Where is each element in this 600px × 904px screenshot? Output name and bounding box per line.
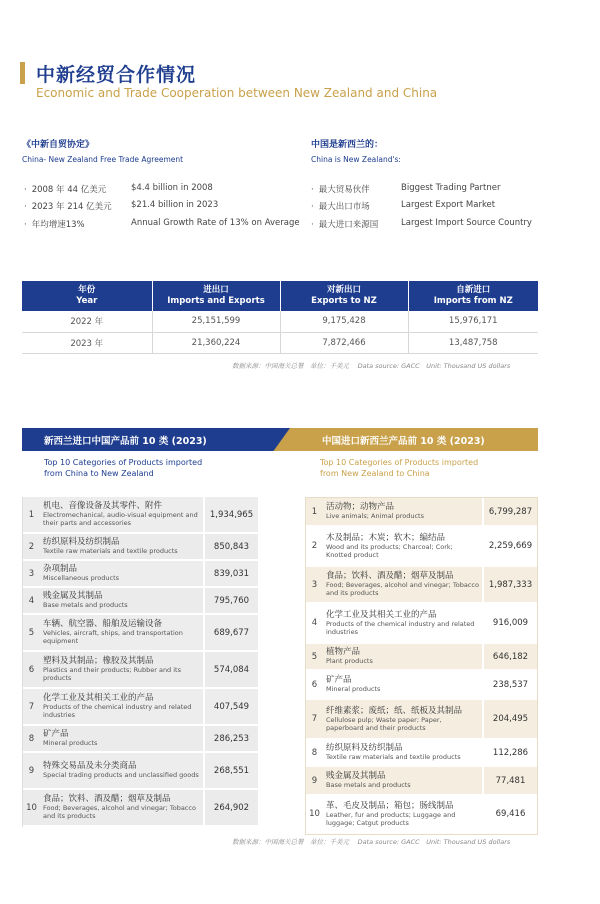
category-en: Mineral products <box>43 739 98 748</box>
category-en: Food; Beverages, alcohol and vinegar; Tobacco and its products <box>43 804 196 821</box>
list-item <box>306 671 537 700</box>
category-value: 916,009 <box>482 604 537 642</box>
category-en: Textile raw materials and textile products <box>43 547 178 556</box>
rank-number: 1 <box>311 506 318 517</box>
category-name <box>40 615 203 650</box>
category-en: Textile raw materials and textile products <box>326 753 461 762</box>
category-cn: 特殊交易品及未分类商品 <box>43 761 137 771</box>
list-item <box>23 652 258 689</box>
table-row <box>22 332 538 353</box>
category-cn: 纤维素浆；废纸；纸、纸板及其制品 <box>326 705 463 716</box>
category-en: Food; Beverages, alcohol and vinegar; Tobacco and its products <box>326 581 479 598</box>
category-en: Electromechanical, audio-visual equipment and their parts and accessories <box>43 511 198 528</box>
category-value: 204,495 <box>482 700 537 738</box>
category-en: Special trading products and unclassified goods <box>43 771 199 780</box>
category-name <box>40 588 203 613</box>
fta-title-en: China- New Zealand Free Trade Agreement <box>22 155 184 164</box>
left-product-list <box>22 497 258 827</box>
category-cn: 纺织原料及纺织制品 <box>43 537 120 547</box>
fta-heading <box>22 137 183 164</box>
list-item <box>23 726 258 753</box>
category-en: Plant products <box>326 657 373 666</box>
china-is-item: · 最大贸易伙伴 <box>311 185 370 195</box>
rank-number: 5 <box>311 651 318 662</box>
rank-number: 4 <box>28 595 35 606</box>
category-value: 795,760 <box>203 588 258 613</box>
fta-item: · 年均增速13% <box>24 220 85 230</box>
category-cn: 机电、音像设备及其零件、附件 <box>43 501 163 512</box>
col-header-imports-from-nz: 自新进口 Imports from NZ <box>408 281 538 311</box>
category-name <box>40 534 203 559</box>
right-product-list <box>305 497 538 835</box>
rank-number: 7 <box>23 689 40 724</box>
list-item <box>306 498 537 527</box>
category-cn: 食品；饮料、酒及醋；烟草及制品 <box>43 794 171 805</box>
category-cn: 木及制品；木炭；软木；编结品 <box>326 532 446 543</box>
rank-number: 3 <box>23 561 40 586</box>
table-cell: 9,175,428 <box>280 311 408 332</box>
list-item <box>23 534 258 561</box>
fta-item-en: $21.4 billion in 2023 <box>131 200 219 210</box>
rank-number: 4 <box>306 604 323 642</box>
category-name <box>40 689 203 724</box>
fta-item: · 2023 年 214 亿美元 <box>24 202 112 212</box>
fta-item: · 2008 年 44 亿美元 <box>24 185 107 195</box>
category-en: Base metals and products <box>326 781 411 790</box>
left-list-subtitle: Top 10 Categories of Products imported from China to New Zealand <box>44 458 203 478</box>
list-item <box>23 588 258 615</box>
rank-number: 3 <box>311 579 318 590</box>
china-is-item: · 最大出口市场 <box>311 202 370 212</box>
rank-number: 7 <box>311 714 318 724</box>
rank-number: 9 <box>311 775 318 786</box>
list-item <box>23 753 258 790</box>
category-name <box>323 644 482 669</box>
category-name <box>323 498 482 525</box>
category-name <box>323 671 482 698</box>
table-cell: 13,487,758 <box>408 332 538 353</box>
category-name <box>40 753 203 788</box>
category-name <box>40 497 203 532</box>
table-row <box>22 311 538 332</box>
page-subtitle: Economic and Trade Cooperation between New Zealand and China <box>36 86 438 100</box>
list-item <box>306 567 537 604</box>
category-en: Cellulose pulp; Waste paper; Paper, paperboard and their products <box>326 715 442 732</box>
category-name <box>323 527 482 565</box>
category-cn: 车辆、航空器、船舶及运输设备 <box>43 619 163 630</box>
page-title: 中新经贸合作情况 <box>36 64 197 86</box>
category-value: 2,259,669 <box>482 527 537 565</box>
category-value: 268,551 <box>203 753 258 788</box>
category-value: 6,799,287 <box>482 498 537 525</box>
rank-number: 9 <box>23 753 40 788</box>
category-cn: 植物产品 <box>326 647 361 657</box>
category-cn: 贱金属及其制品 <box>43 591 103 601</box>
category-value: 407,549 <box>203 689 258 724</box>
list-item <box>306 796 537 834</box>
category-en: Products of the chemical industry and related industries <box>43 703 192 720</box>
table-cell: 2022 年 <box>22 311 152 332</box>
col-header-exports-to-nz: 对新出口 Exports to NZ <box>280 281 408 311</box>
col-header-imports-exports: 进出口 Imports and Exports <box>152 281 280 311</box>
list-item <box>23 497 258 534</box>
col-header-year: 年份 Year <box>22 281 152 311</box>
category-value: 112,286 <box>482 740 537 765</box>
category-value: 574,084 <box>203 652 258 687</box>
category-name <box>40 726 203 751</box>
rank-number: 8 <box>306 740 323 765</box>
table-cell: 25,151,599 <box>152 311 280 332</box>
category-cn: 贱金属及其制品 <box>326 771 386 781</box>
category-en: Live animals; Animal products <box>326 512 424 521</box>
category-cn: 塑料及其制品；橡胶及其制品 <box>43 656 154 667</box>
china-is-title-en: China is New Zealand's: <box>311 155 401 164</box>
category-value: 69,416 <box>482 796 537 832</box>
category-en: Leather, fur and products; Luggage and luggage; Catgut products <box>326 810 456 827</box>
list-item <box>23 561 258 588</box>
category-en: Vehicles, aircraft, ships, and transportation equipment <box>43 629 183 646</box>
rank-number: 10 <box>26 802 37 813</box>
category-value: 77,481 <box>482 767 537 794</box>
category-name <box>40 652 203 687</box>
category-value: 689,677 <box>203 615 258 650</box>
list-item <box>306 527 537 567</box>
table-cell: 15,976,171 <box>408 311 538 332</box>
trade-table <box>22 281 538 354</box>
table-cell: 21,360,224 <box>152 332 280 353</box>
category-name <box>40 790 203 825</box>
category-value: 1,987,333 <box>482 567 537 602</box>
china-is-item-en: Largest Import Source Country <box>401 218 532 228</box>
list-item <box>306 767 537 796</box>
china-is-item: · 最大进口来源国 <box>311 220 379 230</box>
category-name <box>323 567 482 602</box>
category-name <box>323 700 482 738</box>
rank-number: 1 <box>23 497 40 532</box>
rank-number: 8 <box>28 733 35 744</box>
source-note-bottom: 数据来源：中国海关总署 单位：千美元 Data source: GACC Unit: Thousand US dollars <box>232 838 511 846</box>
rank-number: 6 <box>306 671 323 698</box>
fta-title-cn: 《中新自贸协定》 <box>22 140 95 150</box>
category-cn: 纺织原料及纺织制品 <box>326 743 403 753</box>
category-cn: 矿产品 <box>43 729 69 739</box>
category-en: Wood and its products; Charcoal; Cork; Knotted product <box>326 542 453 559</box>
category-name <box>323 740 482 765</box>
category-name <box>40 561 203 586</box>
category-cn: 食品；饮料、酒及醋；烟草及制品 <box>326 571 454 582</box>
list-item <box>23 689 258 726</box>
category-name <box>323 604 482 642</box>
category-value: 850,843 <box>203 534 258 559</box>
list-item <box>23 790 258 827</box>
category-value: 286,253 <box>203 726 258 751</box>
china-is-item-en: Largest Export Market <box>401 200 496 210</box>
category-cn: 活动物；动物产品 <box>326 502 395 512</box>
source-note: 数据来源：中国海关总署 单位：千美元 Data source: GACC Unit: Thousand US dollars <box>232 362 511 370</box>
list-item <box>306 644 537 671</box>
rank-number: 2 <box>306 527 323 565</box>
rank-number: 2 <box>28 541 35 552</box>
category-value: 1,934,965 <box>203 497 258 532</box>
category-value: 238,537 <box>482 671 537 698</box>
category-cn: 革、毛皮及制品；箱包；肠线制品 <box>326 800 454 811</box>
fta-item-en: Annual Growth Rate of 13% on Average <box>131 218 300 228</box>
category-en: Plastics and their products; Rubber and its products <box>43 666 181 683</box>
category-name <box>323 796 482 832</box>
category-name <box>323 767 482 794</box>
category-en: Products of the chemical industry and related industries <box>326 619 475 636</box>
right-band-title: 中国进口新西兰产品前 10 类 (2023) <box>322 436 485 447</box>
rank-number: 6 <box>28 664 35 675</box>
list-item <box>23 615 258 652</box>
title-accent-bar <box>20 62 25 84</box>
table-cell: 2023 年 <box>22 332 152 353</box>
category-cn: 化学工业及其相关工业的产品 <box>326 609 437 620</box>
category-cn: 杂项制品 <box>43 564 78 574</box>
category-en: Miscellaneous products <box>43 574 120 583</box>
category-value: 646,182 <box>482 644 537 669</box>
list-item <box>306 740 537 767</box>
china-is-heading <box>311 137 401 164</box>
category-value: 264,902 <box>203 790 258 825</box>
category-en: Base metals and products <box>43 601 128 610</box>
right-list-subtitle: Top 10 Categories of Products imported from New Zealand to China <box>320 458 479 478</box>
category-cn: 矿产品 <box>326 675 352 685</box>
list-item <box>306 700 537 740</box>
table-cell: 7,872,466 <box>280 332 408 353</box>
category-cn: 化学工业及其相关工业的产品 <box>43 693 154 704</box>
category-value: 839,031 <box>203 561 258 586</box>
fta-item-en: $4.4 billion in 2008 <box>131 183 213 193</box>
china-is-title-cn: 中国是新西兰的： <box>311 140 384 150</box>
rank-number: 10 <box>306 796 323 832</box>
left-band-title: 新西兰进口中国产品前 10 类 (2023) <box>44 436 207 447</box>
list-item <box>306 604 537 644</box>
category-en: Mineral products <box>326 685 381 694</box>
rank-number: 5 <box>23 615 40 650</box>
china-is-item-en: Biggest Trading Partner <box>401 183 501 193</box>
